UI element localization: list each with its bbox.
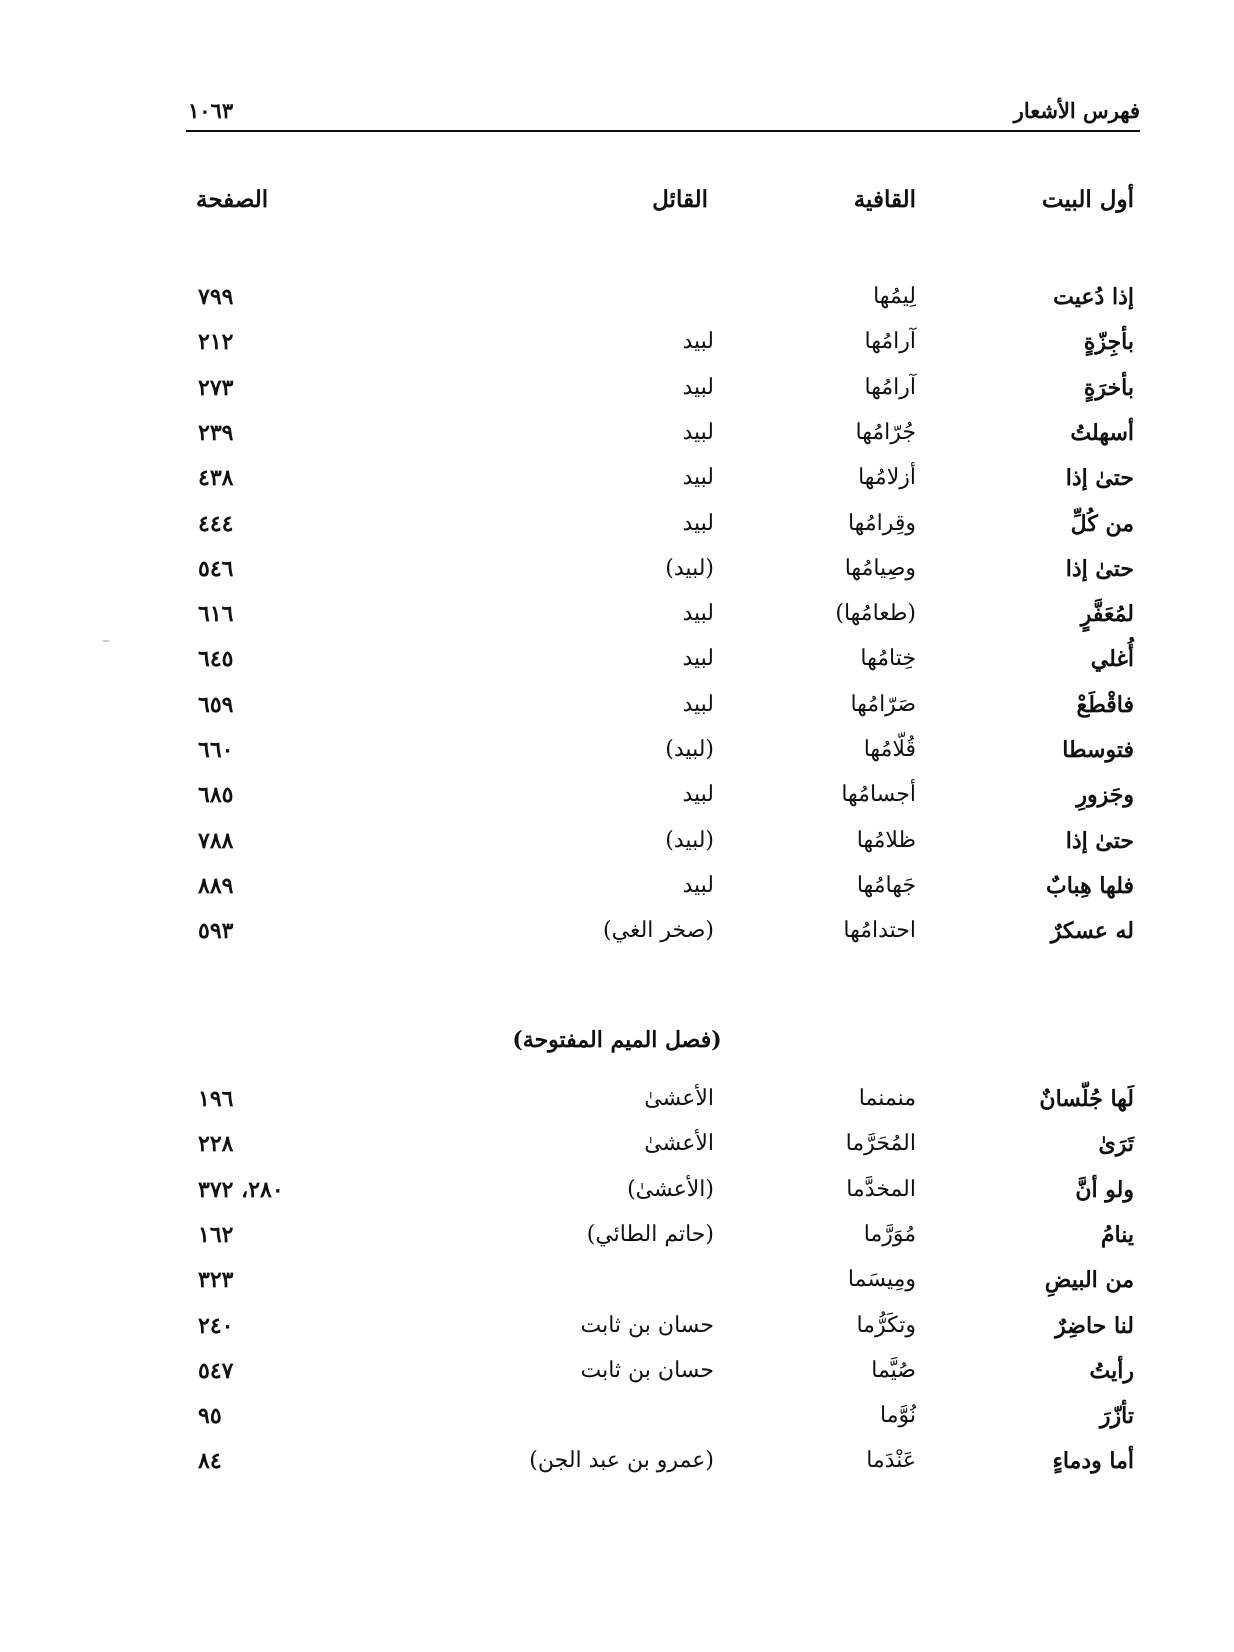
table-row: [0, 504, 1234, 544]
table-row: [0, 911, 1234, 951]
first-verse-cell: أُغلي: [1090, 646, 1134, 673]
page-ref-cell: ٦٥٩: [198, 691, 234, 718]
page-ref-cell: ٢٤٠: [198, 1312, 234, 1339]
rhyme-cell: منمنما: [858, 1086, 916, 1111]
first-verse-cell: ينامُ: [1100, 1221, 1134, 1248]
first-verse-cell: أسهلتُ: [1070, 419, 1134, 446]
first-verse-cell: رأيتُ: [1089, 1357, 1134, 1384]
page-ref-cell: ٢٢٨: [198, 1131, 234, 1158]
page-ref-cell: ١٩٦: [198, 1086, 234, 1112]
header-rule: [186, 130, 1140, 132]
first-verse-cell: فتوسطا: [1062, 737, 1134, 763]
page-ref-cell: ٢٣٩: [198, 419, 234, 446]
first-verse-cell: من البيضِ: [1044, 1267, 1134, 1294]
column-header-rhyme: القافية: [853, 186, 916, 213]
rhyme-cell: صَرّامُها: [850, 691, 916, 717]
first-verse-cell: من كُلِّ: [1070, 510, 1134, 537]
poet-cell: (عمرو بن عبد الجن): [529, 1448, 714, 1474]
first-verse-cell: أما ودماءٍ: [1052, 1448, 1134, 1475]
rhyme-cell: أزلامُها: [858, 465, 916, 491]
page-ref-cell: ٦٤٥: [198, 646, 234, 673]
rhyme-cell: احتدامُها: [843, 918, 916, 944]
page-ref-cell: ٢٧٣: [198, 374, 234, 401]
page-ref-cell: ٧٩٩: [198, 284, 234, 310]
rhyme-cell: خِتامُها: [860, 646, 916, 672]
rhyme-cell: نُوَّما: [880, 1403, 916, 1429]
rhyme-cell: ظلامُها: [856, 827, 916, 853]
table-row: [0, 821, 1234, 861]
poet-cell: لبيد: [682, 465, 714, 491]
poet-cell: حسان بن ثابت: [580, 1312, 714, 1338]
rhyme-cell: لِيمُها: [873, 284, 916, 309]
table-row: [0, 685, 1234, 725]
table-row: [0, 549, 1234, 589]
table-row: [0, 730, 1234, 770]
first-verse-cell: تأزّرَ: [1099, 1403, 1134, 1430]
poet-cell: لبيد: [682, 872, 714, 898]
poet-cell: الأعشىٰ: [644, 1086, 714, 1111]
rhyme-cell: أجسامُها: [841, 782, 916, 808]
first-verse-cell: وجَزورِ: [1076, 782, 1134, 809]
first-verse-cell: ولو أنَّ: [1075, 1176, 1134, 1203]
page-ref-cell: ٥٤٦: [198, 555, 234, 582]
running-header-title: فهرس الأشعار: [1013, 98, 1140, 123]
poet-cell: لبيد: [682, 691, 714, 717]
first-verse-cell: لمُعَفَّرٍ: [1080, 601, 1134, 628]
rhyme-cell: وصِيامُها: [844, 555, 916, 581]
page-ref-cell: ٨٨٩: [198, 872, 234, 899]
first-verse-cell: حتىٰ إذا: [1065, 827, 1134, 854]
first-verse-cell: حتىٰ إذا: [1065, 555, 1134, 582]
table-row: [0, 1441, 1234, 1481]
page-ref-cell: ٤٣٨: [198, 465, 234, 492]
column-header-first-verse: أول البيت: [1041, 186, 1134, 213]
page-ref-cell: ٦٨٥: [198, 782, 234, 809]
first-verse-cell: فاقْطَعْ: [1076, 691, 1134, 718]
page-ref-cell: ١٦٢: [198, 1221, 234, 1248]
table-row: [0, 1396, 1234, 1436]
poet-cell: لبيد: [682, 646, 714, 672]
rhyme-cell: آرامُها: [864, 329, 916, 355]
first-verse-cell: بأخرَةٍ: [1083, 374, 1134, 401]
poet-cell: (حاتم الطائي): [586, 1221, 714, 1247]
poet-cell: لبيد: [682, 329, 714, 355]
poet-cell: لبيد: [682, 782, 714, 808]
table-row: [0, 1170, 1234, 1210]
column-header-poet: القائل: [652, 186, 708, 213]
poet-cell: (الأعشىٰ): [627, 1176, 714, 1202]
poet-cell: حسان بن ثابت: [580, 1357, 714, 1383]
first-verse-cell: تَرَىٰ: [1098, 1131, 1134, 1158]
rhyme-cell: قُلّامُها: [863, 737, 916, 762]
table-row: [0, 1215, 1234, 1255]
rhyme-cell: مُوَرَّما: [863, 1221, 916, 1247]
table-row: [0, 1306, 1234, 1346]
page-ref-cell: ٣٢٣: [198, 1267, 234, 1294]
page-ref-cell: ٨٤: [198, 1448, 222, 1475]
page-ref-cell: ٦٦٠: [198, 737, 234, 763]
rhyme-cell: المخدَّما: [846, 1176, 916, 1202]
column-header-row: [0, 180, 1234, 220]
page-ref-cell: ٢١٢: [198, 329, 234, 356]
rhyme-cell: ومِيسَما: [847, 1267, 916, 1293]
page-number: ١٠٦٣: [188, 98, 234, 123]
first-verse-cell: إذا دُعيت: [1053, 284, 1134, 310]
first-verse-cell: حتىٰ إذا: [1065, 465, 1134, 492]
table-row: [0, 1351, 1234, 1391]
poet-cell: لبيد: [682, 374, 714, 400]
page-ref-cell: ٦١٦: [198, 601, 234, 628]
table-row: [0, 277, 1234, 317]
poet-cell: لبيد: [682, 510, 714, 536]
rhyme-cell: صُيَّما: [871, 1357, 916, 1383]
first-verse-cell: لنا حاضِرٌ: [1055, 1312, 1134, 1339]
rhyme-cell: جُرّامُها: [855, 419, 916, 445]
first-verse-cell: لَها جُلّسانٌ: [1039, 1086, 1134, 1112]
table-row: [0, 1079, 1234, 1119]
page-ref-cell: ٢٨٠، ٣٧٢: [198, 1176, 284, 1203]
page-ref-cell: ٥٩٣: [198, 918, 234, 945]
page-ref-cell: ٩٥: [198, 1403, 222, 1430]
poet-cell: (لبيد): [665, 555, 714, 581]
poet-cell: (لبيد): [665, 737, 714, 762]
page-ref-cell: ٧٨٨: [198, 827, 234, 854]
poet-cell: الأعشىٰ: [644, 1131, 714, 1157]
section-title: (فصل الميم المفتوحة): [512, 1027, 722, 1053]
rhyme-cell: وقِرامُها: [847, 510, 916, 536]
table-row: [0, 458, 1234, 498]
table-row: [0, 368, 1234, 408]
page-ref-cell: ٤٤٤: [198, 510, 234, 537]
table-row: [0, 866, 1234, 906]
table-row: [0, 1260, 1234, 1300]
rhyme-cell: وتكَرُّما: [856, 1312, 916, 1338]
rhyme-cell: عَنْدَما: [866, 1448, 916, 1474]
table-row: [0, 1124, 1234, 1164]
column-header-page: الصفحة: [196, 186, 269, 213]
first-verse-cell: بأجِزّةٍ: [1083, 329, 1134, 356]
poet-cell: لبيد: [682, 419, 714, 445]
table-row: [0, 594, 1234, 634]
poet-cell: لبيد: [682, 601, 714, 627]
rhyme-cell: جَهامُها: [856, 872, 916, 898]
table-row: [0, 413, 1234, 453]
poet-cell: (لبيد): [665, 827, 714, 853]
rhyme-cell: آرامُها: [864, 374, 916, 400]
rhyme-cell: المُحَرَّما: [845, 1131, 916, 1157]
table-row: [0, 639, 1234, 679]
first-verse-cell: فلها هِبابٌ: [1046, 872, 1134, 899]
rhyme-cell: (طعامُها): [835, 601, 916, 627]
page-ref-cell: ٥٤٧: [198, 1357, 234, 1384]
table-row: [0, 775, 1234, 815]
poet-cell: (صخر الغي): [603, 918, 714, 944]
table-row: [0, 322, 1234, 362]
first-verse-cell: له عسكرٌ: [1050, 918, 1134, 945]
